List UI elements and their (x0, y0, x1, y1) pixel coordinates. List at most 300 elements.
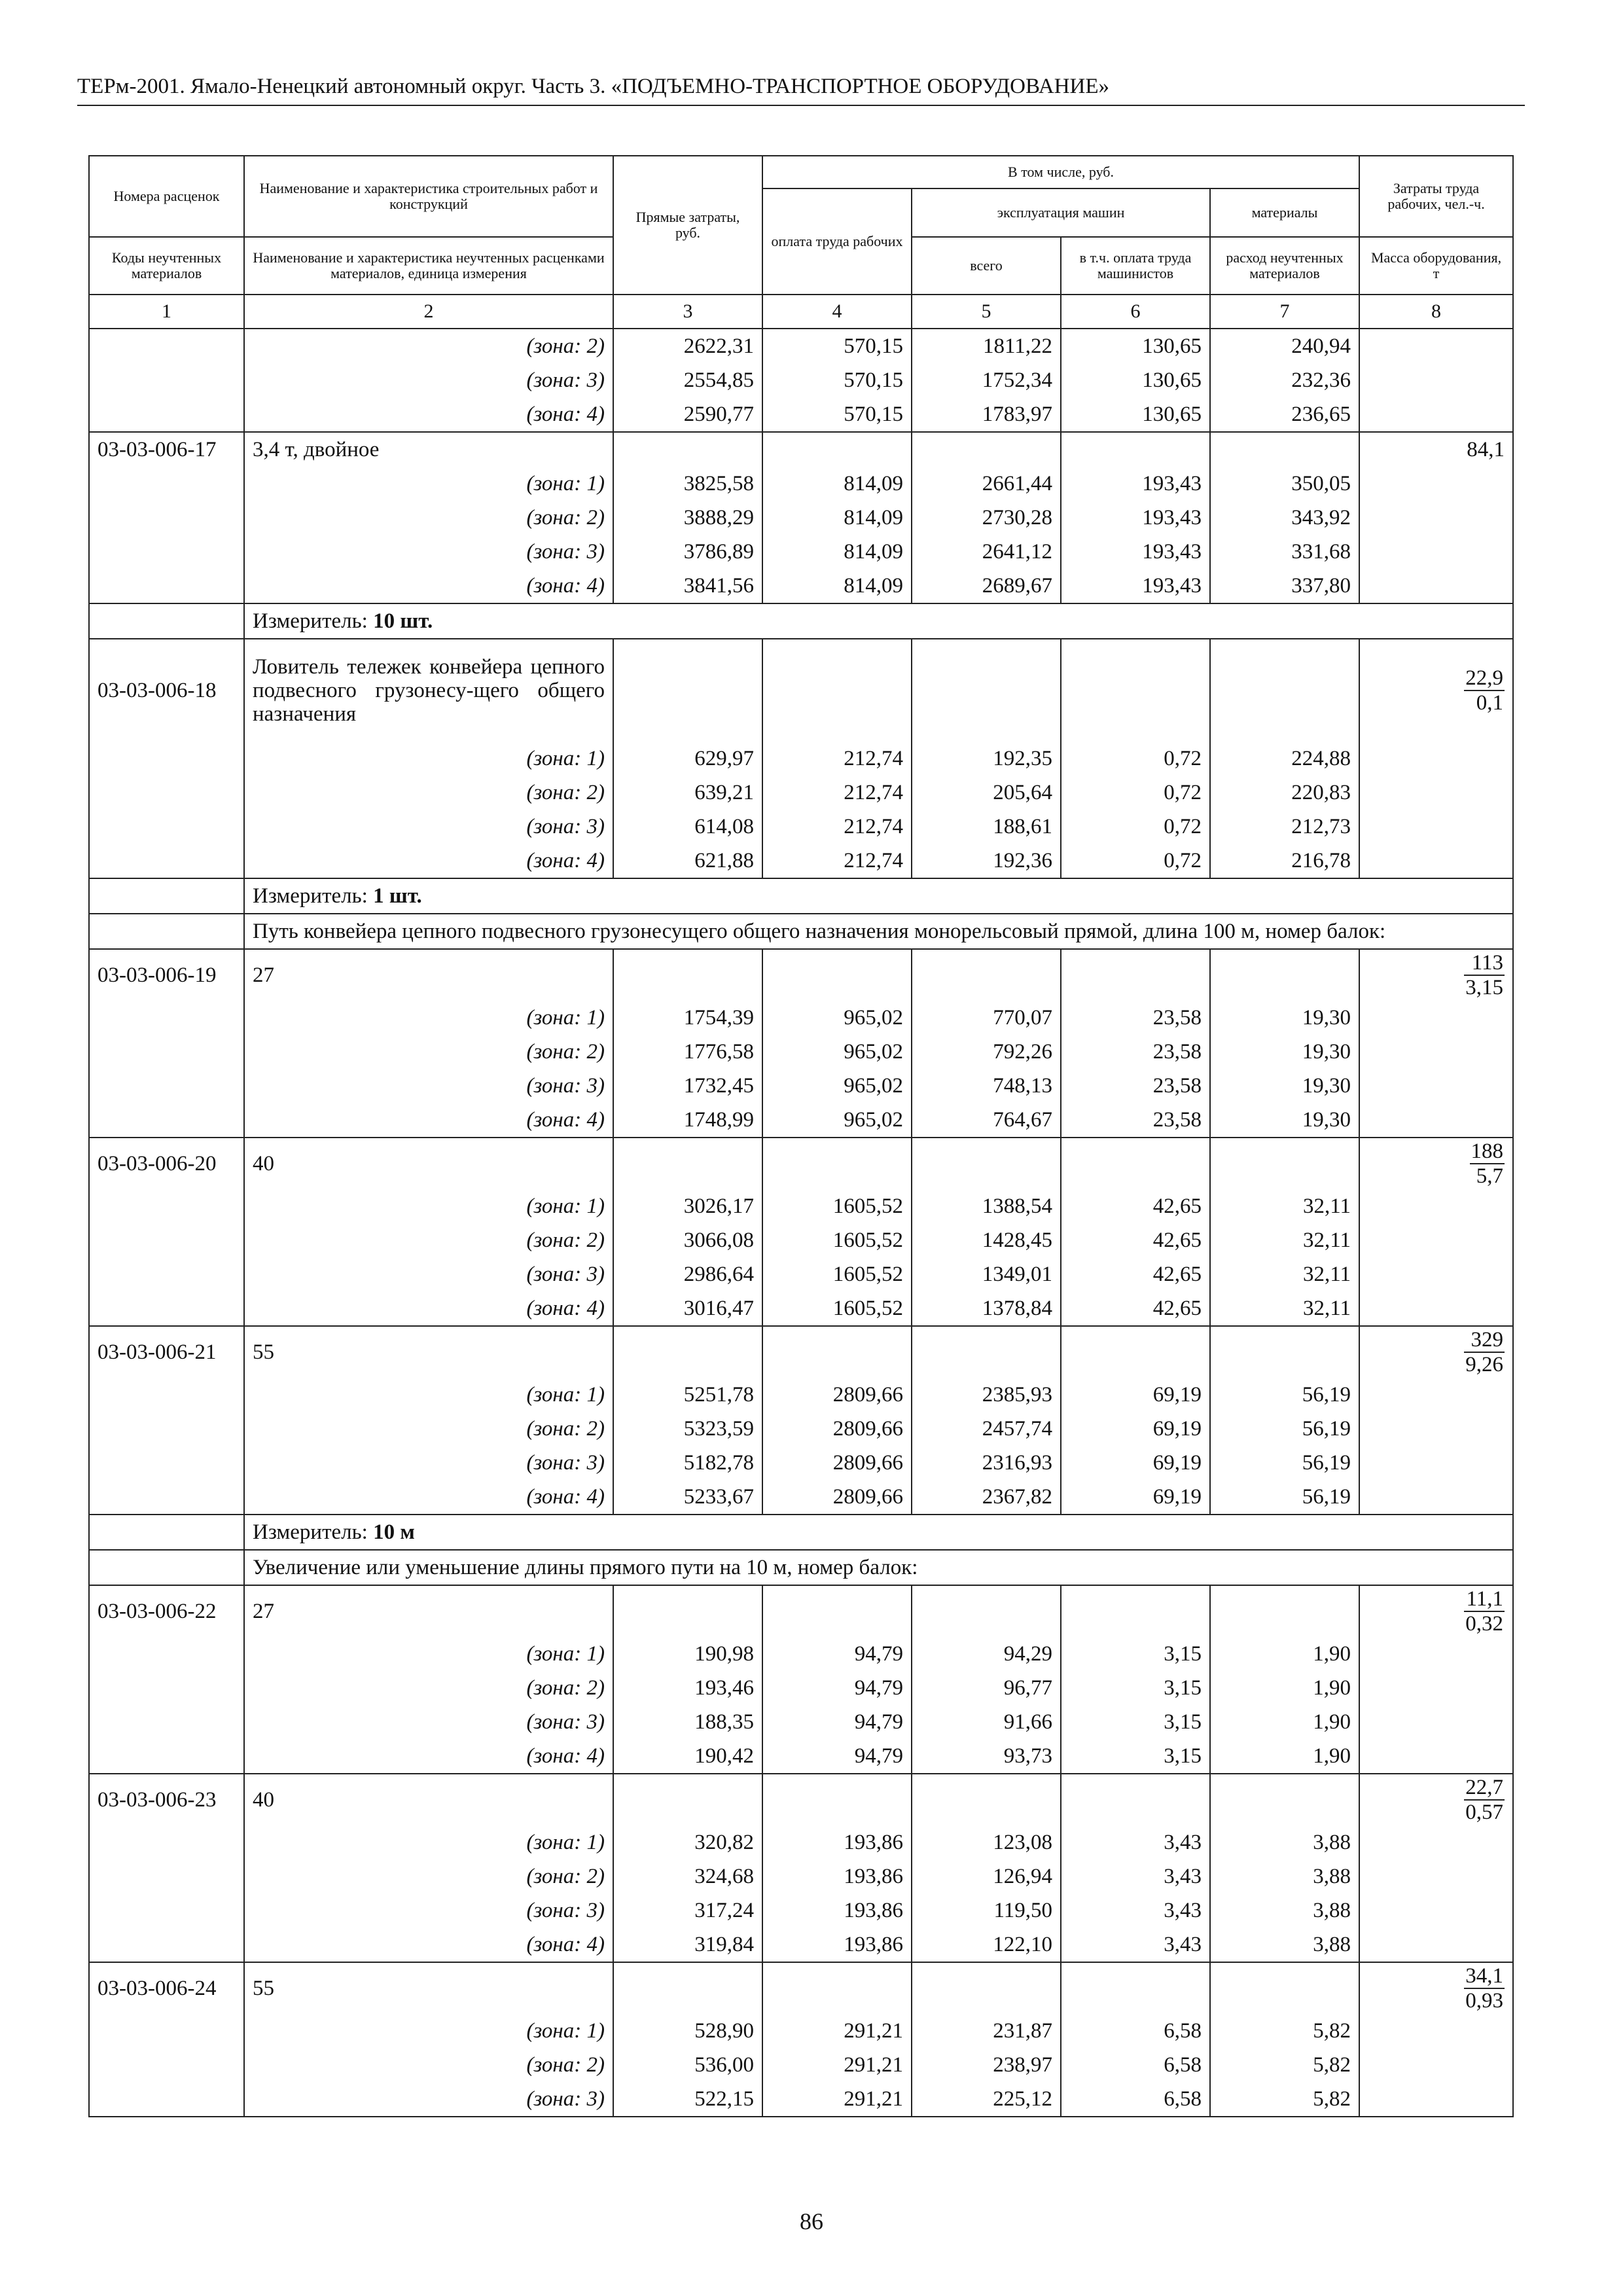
materials: 56,19 (1210, 1480, 1359, 1515)
empty-cell (89, 1378, 244, 1412)
empty-cell (1061, 1326, 1210, 1378)
table-body (89, 329, 1513, 2117)
empty-cell (89, 1291, 244, 1326)
machines-pay: 3,15 (1061, 1739, 1210, 1774)
empty-cell (89, 810, 244, 844)
machines-total: 126,94 (912, 1859, 1061, 1893)
materials: 1,90 (1210, 1637, 1359, 1671)
materials: 1,90 (1210, 1739, 1359, 1774)
direct-cost: 1754,39 (613, 1001, 762, 1035)
materials: 3,88 (1210, 1893, 1359, 1928)
empty-cell (89, 329, 244, 363)
empty-cell (762, 639, 912, 742)
machines-pay: 0,72 (1061, 810, 1210, 844)
machines-total: 2367,82 (912, 1480, 1061, 1515)
zone-label: (зона: 2) (244, 2048, 613, 2082)
labor-pay: 212,74 (762, 810, 912, 844)
labor-pay: 193,86 (762, 1928, 912, 1962)
equipment-mass (1359, 639, 1513, 742)
table-row (89, 1138, 1513, 1189)
equipment-mass (1359, 1962, 1513, 2014)
table-row (89, 914, 1513, 949)
table-row (89, 742, 1513, 776)
direct-cost: 3066,08 (613, 1223, 762, 1257)
labor-pay: 1605,52 (762, 1291, 912, 1326)
direct-cost: 1732,45 (613, 1069, 762, 1103)
table-row (89, 2014, 1513, 2048)
mass-fraction (1470, 1140, 1505, 1187)
direct-cost: 629,97 (613, 742, 762, 776)
empty-cell (1359, 1103, 1513, 1138)
direct-cost: 324,68 (613, 1859, 762, 1893)
labor-pay: 2809,66 (762, 1480, 912, 1515)
direct-cost: 319,84 (613, 1928, 762, 1962)
item-name: 55 (244, 1962, 613, 2014)
empty-cell (1061, 1138, 1210, 1189)
empty-cell (89, 535, 244, 569)
mass-secondary-value: 0,93 (1465, 1988, 1504, 2013)
empty-cell (89, 742, 244, 776)
machines-total: 764,67 (912, 1103, 1061, 1138)
labor-pay: 2809,66 (762, 1412, 912, 1446)
empty-cell (1210, 1138, 1359, 1189)
table-row (89, 1291, 1513, 1326)
zone-label: (зона: 4) (244, 1103, 613, 1138)
labor-pay: 814,09 (762, 569, 912, 603)
empty-cell (89, 1412, 244, 1446)
empty-cell (1359, 1223, 1513, 1257)
table-row (89, 1480, 1513, 1515)
materials: 343,92 (1210, 501, 1359, 535)
table-row (89, 1069, 1513, 1103)
empty-cell (89, 1637, 244, 1671)
labor-pay: 1605,52 (762, 1223, 912, 1257)
empty-cell (762, 1962, 912, 2014)
section-title: Путь конвейера цепного подвесного грузонесущего общего назначения монорельсовый прямой, длина 100 м, номер балок: (244, 914, 1513, 949)
empty-cell (89, 1001, 244, 1035)
zone-label: (зона: 4) (244, 1480, 613, 1515)
empty-cell (613, 949, 762, 1001)
labor-pay: 291,21 (762, 2014, 912, 2048)
table-row (89, 1962, 1513, 2014)
zone-label: (зона: 2) (244, 329, 613, 363)
col-num: 6 (1061, 295, 1210, 329)
materials: 337,80 (1210, 569, 1359, 603)
empty-cell (89, 914, 244, 949)
equipment-mass: 84,1 (1359, 432, 1513, 467)
direct-cost: 3016,47 (613, 1291, 762, 1326)
empty-cell (1210, 1962, 1359, 2014)
empty-cell (1359, 1637, 1513, 1671)
mass-secondary-value: 3,15 (1465, 975, 1504, 999)
direct-cost: 528,90 (613, 2014, 762, 2048)
machines-pay: 6,58 (1061, 2048, 1210, 2082)
empty-cell (1359, 1069, 1513, 1103)
empty-cell (1061, 639, 1210, 742)
machines-pay: 3,15 (1061, 1637, 1210, 1671)
labor-pay: 1605,52 (762, 1189, 912, 1223)
machines-pay: 0,72 (1061, 776, 1210, 810)
empty-cell (613, 639, 762, 742)
direct-cost: 536,00 (613, 2048, 762, 2082)
col-num: 1 (89, 295, 244, 329)
labor-pay: 965,02 (762, 1001, 912, 1035)
col-materials-sub: расход неучтенных материалов (1210, 237, 1359, 295)
empty-cell (89, 844, 244, 878)
measure-label: Измеритель: (253, 609, 368, 633)
table-row (89, 1671, 1513, 1705)
direct-cost: 3825,58 (613, 467, 762, 501)
table-row (89, 1928, 1513, 1962)
empty-cell (1359, 1291, 1513, 1326)
machines-pay: 3,43 (1061, 1825, 1210, 1859)
equipment-mass (1359, 1138, 1513, 1189)
machines-pay: 3,15 (1061, 1671, 1210, 1705)
empty-cell (89, 569, 244, 603)
table-row (89, 329, 1513, 363)
empty-cell (89, 1671, 244, 1705)
labor-pay: 291,21 (762, 2048, 912, 2082)
col-num: 7 (1210, 295, 1359, 329)
direct-cost: 522,15 (613, 2082, 762, 2117)
machines-total: 192,35 (912, 742, 1061, 776)
machines-pay: 130,65 (1061, 363, 1210, 397)
direct-cost: 5251,78 (613, 1378, 762, 1412)
machines-pay: 42,65 (1061, 1257, 1210, 1291)
labor-pay: 814,09 (762, 535, 912, 569)
direct-cost: 190,98 (613, 1637, 762, 1671)
empty-cell (89, 397, 244, 432)
zone-label: (зона: 2) (244, 1859, 613, 1893)
machines-pay: 193,43 (1061, 501, 1210, 535)
materials: 232,36 (1210, 363, 1359, 397)
machines-pay: 42,65 (1061, 1291, 1210, 1326)
materials: 3,88 (1210, 1928, 1359, 1962)
zone-label: (зона: 1) (244, 1637, 613, 1671)
empty-cell (912, 432, 1061, 467)
running-header: ТЕРм-2001. Ямало-Ненецкий автономный округ. Часть 3. «ПОДЪЕМНО-ТРАНСПОРТНОЕ ОБОРУДОВАНИЕ» (77, 75, 1110, 98)
materials: 19,30 (1210, 1103, 1359, 1138)
empty-cell (1359, 1035, 1513, 1069)
zone-label: (зона: 1) (244, 742, 613, 776)
direct-cost: 621,88 (613, 844, 762, 878)
machines-total: 192,36 (912, 844, 1061, 878)
materials: 1,90 (1210, 1671, 1359, 1705)
zone-label: (зона: 4) (244, 1928, 613, 1962)
machines-pay: 23,58 (1061, 1001, 1210, 1035)
empty-cell (1061, 1774, 1210, 1825)
materials: 32,11 (1210, 1291, 1359, 1326)
machines-total: 1349,01 (912, 1257, 1061, 1291)
empty-cell (1061, 432, 1210, 467)
empty-cell (912, 949, 1061, 1001)
empty-cell (762, 949, 912, 1001)
empty-cell (613, 1962, 762, 2014)
col-num: 3 (613, 295, 762, 329)
mass-fraction (1464, 952, 1505, 999)
empty-cell (1359, 776, 1513, 810)
empty-cell (1359, 1446, 1513, 1480)
machines-pay: 3,43 (1061, 1893, 1210, 1928)
materials: 3,88 (1210, 1825, 1359, 1859)
empty-cell (89, 2014, 244, 2048)
materials: 5,82 (1210, 2048, 1359, 2082)
col-num: 8 (1359, 295, 1513, 329)
empty-cell (89, 1480, 244, 1515)
table-row (89, 1825, 1513, 1859)
materials: 56,19 (1210, 1412, 1359, 1446)
labor-pay: 570,15 (762, 397, 912, 432)
materials: 212,73 (1210, 810, 1359, 844)
empty-cell (1359, 363, 1513, 397)
rate-code: 03-03-006-22 (89, 1585, 244, 1637)
empty-cell (89, 1825, 244, 1859)
table-row (89, 1378, 1513, 1412)
rate-code: 03-03-006-24 (89, 1962, 244, 2014)
direct-cost: 5182,78 (613, 1446, 762, 1480)
table-row (89, 1705, 1513, 1739)
col-labor-pay: оплата труда рабочих (762, 188, 912, 295)
item-name: 27 (244, 1585, 613, 1637)
empty-cell (1359, 810, 1513, 844)
zone-label: (зона: 1) (244, 1001, 613, 1035)
table-row (89, 1893, 1513, 1928)
zone-label: (зона: 3) (244, 1893, 613, 1928)
materials: 5,82 (1210, 2082, 1359, 2117)
empty-cell (89, 1550, 244, 1585)
zone-label: (зона: 4) (244, 569, 613, 603)
empty-cell (1210, 639, 1359, 742)
empty-cell (89, 1446, 244, 1480)
mass-value: 22,9 (1465, 666, 1504, 690)
direct-cost: 2986,64 (613, 1257, 762, 1291)
zone-label: (зона: 4) (244, 1739, 613, 1774)
empty-cell (1210, 1774, 1359, 1825)
labor-pay: 212,74 (762, 844, 912, 878)
machines-total: 1783,97 (912, 397, 1061, 432)
col-name2: Наименование и характеристика неучтенных расценками материалов, единица измерения (244, 237, 613, 295)
machines-total: 96,77 (912, 1671, 1061, 1705)
zone-label: (зона: 2) (244, 1223, 613, 1257)
measure-row (244, 1515, 1513, 1550)
direct-cost: 193,46 (613, 1671, 762, 1705)
materials: 220,83 (1210, 776, 1359, 810)
direct-cost: 190,42 (613, 1739, 762, 1774)
measure-label: Измеритель: (253, 884, 368, 908)
empty-cell (1359, 742, 1513, 776)
zone-label: (зона: 3) (244, 535, 613, 569)
machines-total: 2641,12 (912, 535, 1061, 569)
mass-secondary-value: 9,26 (1465, 1352, 1504, 1376)
table-row (89, 1550, 1513, 1585)
table-row (89, 639, 1513, 742)
machines-total: 1378,84 (912, 1291, 1061, 1326)
table-row (89, 1257, 1513, 1291)
empty-cell (762, 1326, 912, 1378)
empty-cell (613, 1138, 762, 1189)
materials: 350,05 (1210, 467, 1359, 501)
machines-total: 1811,22 (912, 329, 1061, 363)
labor-pay: 965,02 (762, 1035, 912, 1069)
table-row (89, 1035, 1513, 1069)
empty-cell (89, 1739, 244, 1774)
direct-cost: 188,35 (613, 1705, 762, 1739)
materials: 56,19 (1210, 1378, 1359, 1412)
empty-cell (613, 1774, 762, 1825)
empty-cell (1359, 535, 1513, 569)
empty-cell (1359, 1739, 1513, 1774)
empty-cell (89, 363, 244, 397)
materials: 3,88 (1210, 1859, 1359, 1893)
empty-cell (89, 2082, 244, 2117)
machines-total: 1388,54 (912, 1189, 1061, 1223)
materials: 5,82 (1210, 2014, 1359, 2048)
labor-pay: 570,15 (762, 329, 912, 363)
empty-cell (912, 1774, 1061, 1825)
machines-total: 770,07 (912, 1001, 1061, 1035)
empty-cell (1359, 1412, 1513, 1446)
empty-cell (613, 1326, 762, 1378)
item-name: Ловитель тележек конвейера цепного подвесного грузонесу-щего общего назначения (244, 639, 613, 742)
empty-cell (1210, 432, 1359, 467)
measure-label: Измеритель: (253, 1520, 368, 1544)
empty-cell (89, 776, 244, 810)
empty-cell (89, 1069, 244, 1103)
equipment-mass (1359, 1585, 1513, 1637)
machines-pay: 23,58 (1061, 1035, 1210, 1069)
direct-cost: 2554,85 (613, 363, 762, 397)
mass-secondary-value: 0,57 (1465, 1800, 1504, 1824)
direct-cost: 5233,67 (613, 1480, 762, 1515)
rate-code: 03-03-006-17 (89, 432, 244, 467)
col-incl: В том числе, руб. (762, 156, 1359, 188)
machines-total: 94,29 (912, 1637, 1061, 1671)
empty-cell (1061, 949, 1210, 1001)
labor-pay: 291,21 (762, 2082, 912, 2117)
table-row (89, 2048, 1513, 2082)
materials: 224,88 (1210, 742, 1359, 776)
col-materials: материалы (1210, 188, 1359, 237)
empty-cell (1359, 1001, 1513, 1035)
table-row (89, 1774, 1513, 1825)
labor-pay: 212,74 (762, 776, 912, 810)
header-rule (77, 105, 1525, 106)
empty-cell (89, 467, 244, 501)
materials: 240,94 (1210, 329, 1359, 363)
empty-cell (1359, 1705, 1513, 1739)
table-row (89, 1001, 1513, 1035)
labor-pay: 2809,66 (762, 1446, 912, 1480)
empty-cell (89, 603, 244, 639)
materials: 236,65 (1210, 397, 1359, 432)
machines-total: 748,13 (912, 1069, 1061, 1103)
empty-cell (89, 1705, 244, 1739)
labor-pay: 965,02 (762, 1069, 912, 1103)
measure-row (244, 603, 1513, 639)
empty-cell (1359, 1893, 1513, 1928)
empty-cell (1359, 1378, 1513, 1412)
mass-secondary-value: 5,7 (1476, 1164, 1504, 1188)
table-row (89, 949, 1513, 1001)
empty-cell (762, 1585, 912, 1637)
rate-code: 03-03-006-20 (89, 1138, 244, 1189)
empty-cell (89, 1257, 244, 1291)
machines-pay: 0,72 (1061, 742, 1210, 776)
equipment-mass (1359, 1774, 1513, 1825)
machines-pay: 193,43 (1061, 569, 1210, 603)
table-header (89, 156, 1513, 329)
mass-fraction (1464, 1776, 1505, 1823)
mass-value: 11,1 (1464, 1588, 1505, 1612)
materials: 32,11 (1210, 1257, 1359, 1291)
mass-value: 22,7 (1465, 1775, 1504, 1799)
empty-cell (1359, 1928, 1513, 1962)
col-codes: Коды неучтенных материалов (89, 237, 244, 295)
labor-pay: 94,79 (762, 1671, 912, 1705)
materials: 19,30 (1210, 1069, 1359, 1103)
empty-cell (613, 1585, 762, 1637)
empty-cell (1061, 1585, 1210, 1637)
zone-label: (зона: 3) (244, 363, 613, 397)
zone-label: (зона: 2) (244, 1035, 613, 1069)
table-row (89, 1739, 1513, 1774)
zone-label: (зона: 2) (244, 776, 613, 810)
empty-cell (89, 1928, 244, 1962)
measure-row (244, 878, 1513, 914)
empty-cell (89, 878, 244, 914)
table-row (89, 569, 1513, 603)
empty-cell (912, 1585, 1061, 1637)
machines-total: 2730,28 (912, 501, 1061, 535)
table-row (89, 1326, 1513, 1378)
rate-code: 03-03-006-19 (89, 949, 244, 1001)
empty-cell (1061, 1962, 1210, 2014)
empty-cell (1210, 949, 1359, 1001)
section-title: Увеличение или уменьшение длины прямого пути на 10 м, номер балок: (244, 1550, 1513, 1585)
zone-label: (зона: 4) (244, 397, 613, 432)
zone-label: (зона: 1) (244, 467, 613, 501)
materials: 1,90 (1210, 1705, 1359, 1739)
materials: 19,30 (1210, 1035, 1359, 1069)
table-row (89, 501, 1513, 535)
col-name: Наименование и характеристика строительных работ и конструкций (244, 156, 613, 237)
direct-cost: 317,24 (613, 1893, 762, 1928)
machines-total: 225,12 (912, 2082, 1061, 2117)
labor-pay: 212,74 (762, 742, 912, 776)
empty-cell (1359, 1671, 1513, 1705)
empty-cell (1359, 1480, 1513, 1515)
labor-pay: 814,09 (762, 467, 912, 501)
machines-total: 1752,34 (912, 363, 1061, 397)
zone-label: (зона: 2) (244, 1412, 613, 1446)
machines-pay: 130,65 (1061, 329, 1210, 363)
machines-total: 123,08 (912, 1825, 1061, 1859)
table-row (89, 844, 1513, 878)
machines-pay: 0,72 (1061, 844, 1210, 878)
col-num: 5 (912, 295, 1061, 329)
zone-label: (зона: 2) (244, 1671, 613, 1705)
table-row (89, 1103, 1513, 1138)
machines-total: 122,10 (912, 1928, 1061, 1962)
col-machines: эксплуатация машин (912, 188, 1210, 237)
machines-total: 2457,74 (912, 1412, 1061, 1446)
zone-label: (зона: 1) (244, 1378, 613, 1412)
materials: 19,30 (1210, 1001, 1359, 1035)
zone-label: (зона: 3) (244, 1069, 613, 1103)
empty-cell (1359, 1189, 1513, 1223)
machines-pay: 3,43 (1061, 1928, 1210, 1962)
labor-pay: 814,09 (762, 501, 912, 535)
